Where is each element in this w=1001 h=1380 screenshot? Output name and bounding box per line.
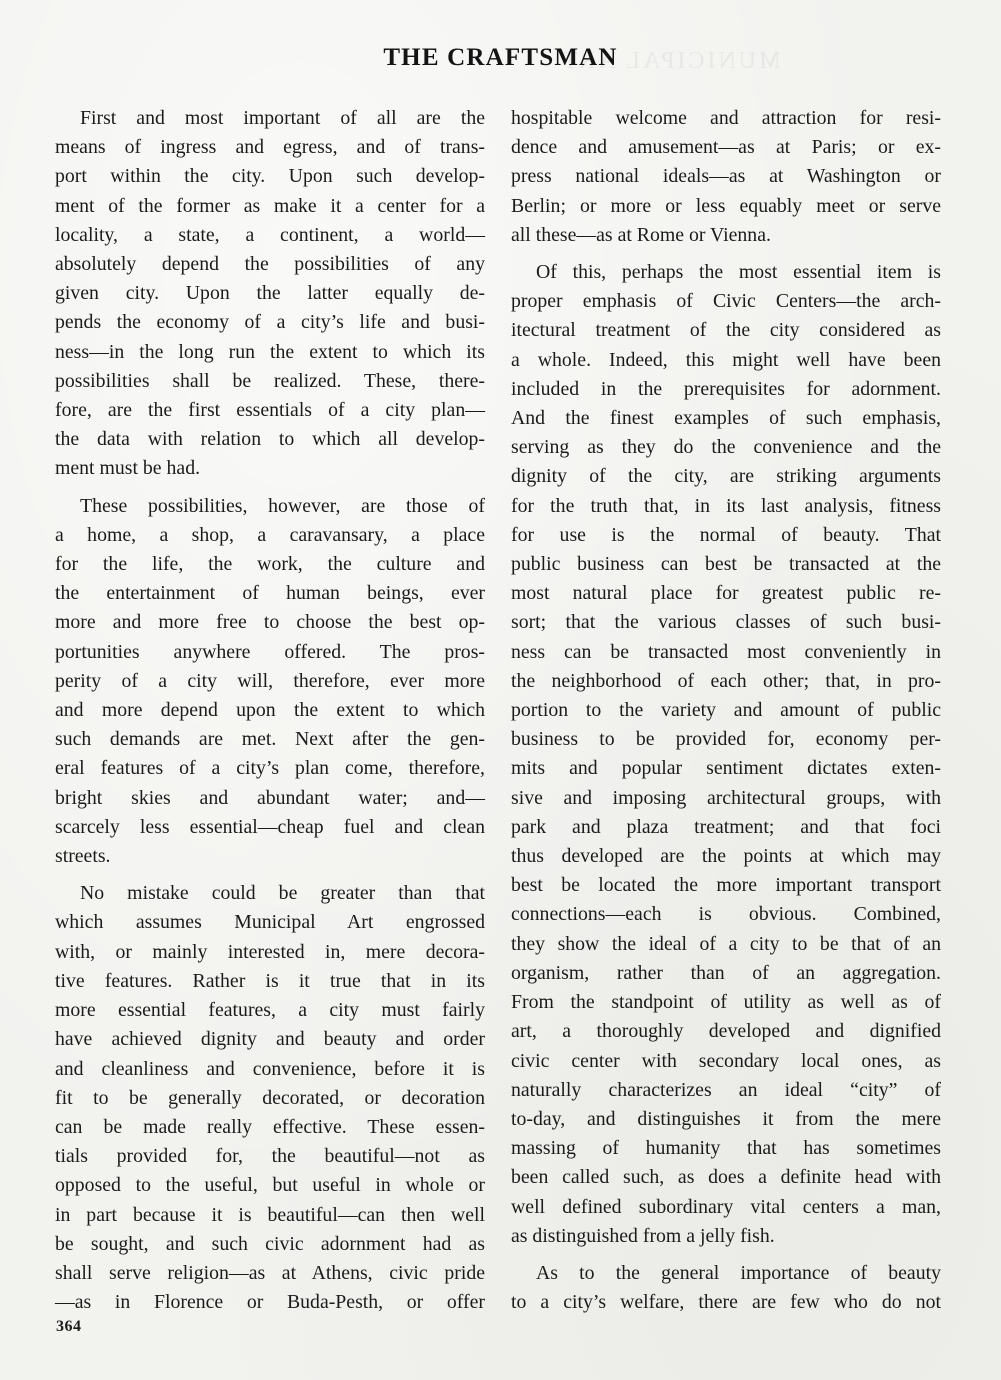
text-line: for use is the normal of beauty. That (511, 523, 941, 546)
text-line: the data with relation to which all develop- (55, 428, 485, 451)
text-line: pends the economy of a city’s life and busi- (55, 311, 485, 334)
text-line: opposed to the useful, but useful in whole or (55, 1174, 485, 1197)
text-line: tive features. Rather is it true that in its (55, 969, 485, 992)
text-line: thus developed are the points at which may (511, 845, 941, 868)
paragraph-gap (511, 1251, 941, 1259)
text-line: for the life, the work, the culture and (55, 553, 485, 576)
show-through-text: MUNICIPAL ART (560, 48, 781, 74)
text-line: a home, a shop, a caravansary, a place (55, 523, 485, 546)
text-line: fit to be generally decorated, or decoration (55, 1086, 485, 1109)
text-line: mits and popular sentiment dictates exten- (511, 757, 941, 780)
paragraph (55, 879, 485, 1317)
text-line: as distinguished from a jelly fish. (511, 1224, 775, 1247)
text-line: be sought, and such civic adornment had as (55, 1232, 485, 1255)
text-line: more and more free to choose the best op- (55, 611, 485, 634)
text-line: ness can be transacted most conveniently in (511, 640, 941, 663)
text-line: the entertainment of human beings, ever (55, 582, 485, 605)
text-line: These possibilities, however, are those of (80, 494, 485, 517)
text-line: means of ingress and egress, and of trans- (55, 136, 485, 159)
text-line: port within the city. Upon such develop- (55, 165, 485, 188)
text-line: which assumes Municipal Art engrossed (55, 911, 485, 934)
text-line: most natural place for greatest public re- (511, 582, 941, 605)
text-line: business to be provided for, economy per- (511, 728, 941, 751)
text-line: art, a thoroughly developed and dignified (511, 1020, 941, 1043)
page-number: 364 (56, 1318, 82, 1335)
text-line: been called such, as does a definite head with (511, 1166, 941, 1189)
text-line: best be located the more important transport (511, 874, 941, 897)
text-line: portion to the variety and amount of public (511, 699, 941, 722)
text-line: civic center with secondary local ones, as (511, 1049, 941, 1072)
text-line: organism, rather than of an aggregation. (511, 961, 941, 984)
paragraph (511, 258, 941, 1251)
text-line: possibilities shall be realized. These, there- (55, 369, 485, 392)
text-line: can be made really effective. These essen- (55, 1115, 485, 1138)
text-line: perity of a city will, therefore, ever more (55, 669, 485, 692)
text-line: ness—in the long run the extent to which its (55, 340, 485, 363)
paragraph-gap (55, 871, 485, 879)
text-line: dence and amusement—as at Paris; or ex- (511, 136, 941, 159)
text-line: ment of the former as make it a center for a (55, 194, 485, 217)
paragraph (55, 492, 485, 872)
text-line: such demands are met. Next after the gen- (55, 728, 485, 751)
text-line: Berlin; or more or less equably meet or serve (511, 194, 941, 217)
running-head: THE CRAFTSMAN (383, 44, 618, 71)
text-line: included in the prerequisites for adornment. (511, 377, 941, 400)
text-line: bright skies and abundant water; and— (55, 786, 485, 809)
text-line: First and most important of all are the (80, 107, 485, 129)
text-line: portunities anywhere offered. The pros- (55, 640, 485, 663)
text-line: have achieved dignity and beauty and order (55, 1028, 485, 1051)
text-line: and more depend upon the extent to which (55, 699, 485, 722)
text-line: —as in Florence or Buda-Pesth, or offer (55, 1291, 485, 1314)
text-line: in part because it is beautiful—can then well (55, 1203, 485, 1226)
text-line: well defined subordinary vital centers a man, (511, 1195, 941, 1218)
text-line: From the standpoint of utility as well as of (511, 991, 941, 1014)
text-line: a whole. Indeed, this might well have been (511, 348, 941, 371)
text-line: naturally characterizes an ideal “city” of (511, 1078, 941, 1101)
text-line: absolutely depend the possibilities of any (55, 253, 485, 276)
text-line: park and plaza treatment; and that foci (511, 815, 941, 838)
text-line: scarcely less essential—cheap fuel and clean (55, 815, 485, 838)
text-line: sive and imposing architectural groups, with (511, 786, 941, 809)
text-line: proper emphasis of Civic Centers—the arch- (511, 290, 941, 313)
text-line: itectural treatment of the city considered as (511, 319, 941, 342)
text-line: shall serve religion—as at Athens, civic pride (55, 1261, 485, 1284)
paragraph-gap (511, 250, 941, 258)
text-line: public business can best be transacted at the (511, 553, 941, 576)
text-line: hospitable welcome and attraction for resi- (511, 107, 941, 129)
paragraph (511, 1259, 941, 1317)
text-line: for the truth that, in its last analysis, fitness (511, 494, 941, 517)
text-line: and cleanliness and convenience, before it is (55, 1057, 485, 1080)
text-line: No mistake could be greater than that (80, 882, 485, 905)
text-line: Of this, perhaps the most essential item is (536, 261, 941, 284)
right-column (511, 104, 941, 1317)
text-line: given city. Upon the latter equally de- (55, 282, 485, 305)
paragraph-gap (55, 484, 485, 492)
text-line: all these—as at Rome or Vienna. (511, 223, 771, 246)
text-line: As to the general importance of beauty (536, 1261, 941, 1284)
text-line: connections—each is obvious. Combined, (511, 903, 941, 926)
text-line: streets. (55, 845, 111, 868)
text-line: to a city’s welfare, there are few who do not (511, 1291, 941, 1314)
text-line: serving as they do the convenience and the (511, 436, 941, 459)
text-line: locality, a state, a continent, a world— (55, 223, 485, 246)
text-line: they show the ideal of a city to be that of an (511, 932, 941, 955)
paragraph (55, 104, 485, 484)
text-line: And the finest examples of such emphasis, (511, 407, 941, 430)
text-line: more essential features, a city must fairly (55, 999, 485, 1022)
text-line: the neighborhood of each other; that, in pro- (511, 669, 941, 692)
paragraph (511, 104, 941, 250)
text-line: fore, are the first essentials of a city plan— (55, 399, 485, 422)
text-line: press national ideals—as at Washington or (511, 165, 941, 188)
text-line: tials provided for, the beautiful—not as (55, 1145, 485, 1168)
text-line: with, or mainly interested in, mere decora- (55, 940, 485, 963)
text-line: ment must be had. (55, 457, 201, 480)
text-line: eral features of a city’s plan come, therefore, (55, 757, 485, 780)
text-line: dignity of the city, are striking arguments (511, 465, 941, 488)
left-column (55, 104, 485, 1317)
text-line: massing of humanity that has sometimes (511, 1137, 941, 1160)
text-line: sort; that the various classes of such busi- (511, 611, 941, 634)
text-line: to-day, and distinguishes it from the mere (511, 1107, 941, 1130)
